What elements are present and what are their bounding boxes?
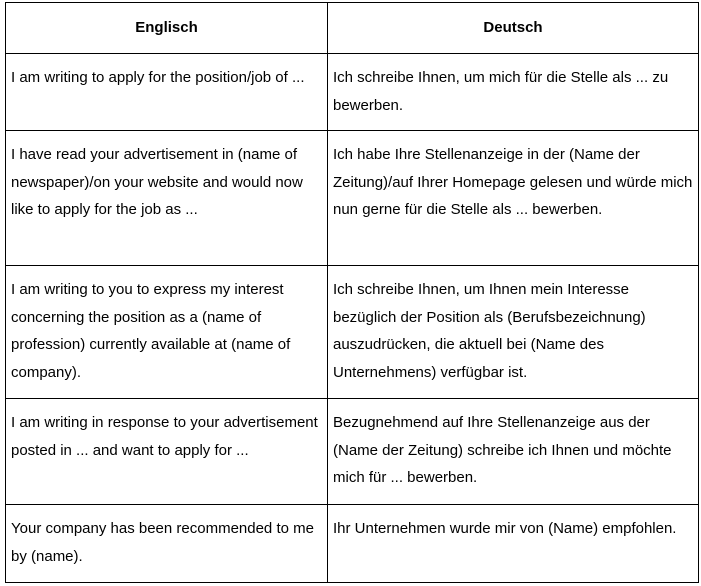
column-header-german: Deutsch — [328, 3, 699, 54]
phrase-table — [5, 2, 699, 583]
table-row — [6, 399, 699, 505]
english-cell: I am writing to you to express my interest concerning the position as a (name of profession) currently available at (name of company). — [6, 266, 328, 399]
english-cell: Your company has been recommended to me by (name). — [6, 505, 328, 583]
german-cell: Ich habe Ihre Stellenanzeige in der (Name der Zeitung)/auf Ihrer Homepage gelesen und würde mich nun gerne für die Stelle als ... bewerben. — [328, 131, 699, 266]
german-cell: Ihr Unternehmen wurde mir von (Name) empfohlen. — [328, 505, 699, 583]
english-cell: I am writing to apply for the position/job of ... — [6, 54, 328, 131]
table-row — [6, 131, 699, 266]
table-row — [6, 54, 699, 131]
table-row — [6, 266, 699, 399]
english-cell: I have read your advertisement in (name of newspaper)/on your website and would now like to apply for the job as ... — [6, 131, 328, 266]
german-cell: Bezugnehmend auf Ihre Stellenanzeige aus der (Name der Zeitung) schreibe ich Ihnen und möchte mich für ... bewerben. — [328, 399, 699, 505]
column-header-english: Englisch — [6, 3, 328, 54]
english-cell: I am writing in response to your advertisement posted in ... and want to apply for ... — [6, 399, 328, 505]
table-row — [6, 505, 699, 583]
german-cell: Ich schreibe Ihnen, um Ihnen mein Interesse bezüglich der Position als (Berufsbezeichnung) auszudrücken, die aktuell bei (Name des Unternehmens) verfügbar ist. — [328, 266, 699, 399]
german-cell: Ich schreibe Ihnen, um mich für die Stelle als ... zu bewerben. — [328, 54, 699, 131]
header-row — [6, 3, 699, 54]
